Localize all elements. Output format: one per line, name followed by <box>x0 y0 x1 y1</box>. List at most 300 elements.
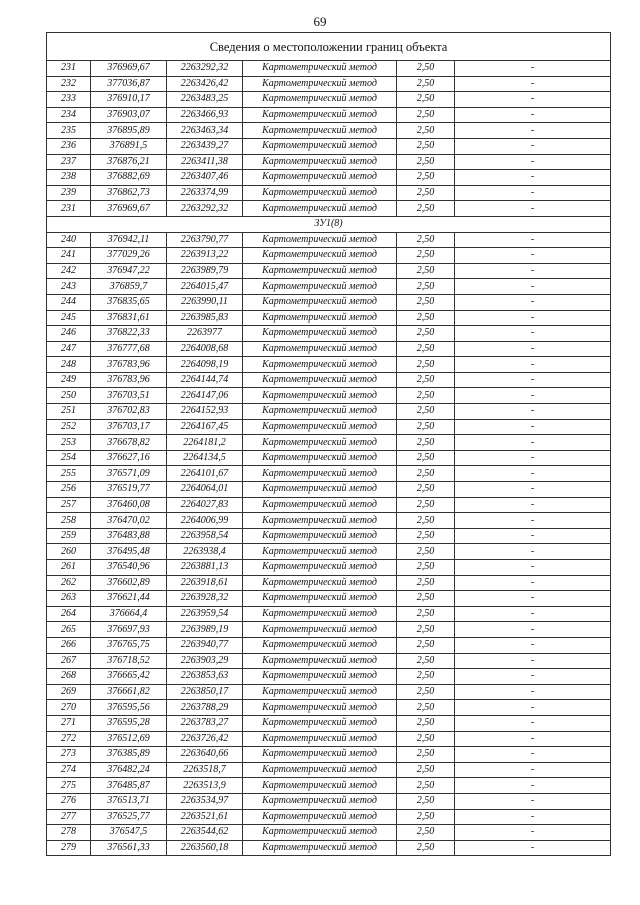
method-cell: Картометрический метод <box>243 606 397 622</box>
accuracy-cell: 2,50 <box>397 653 455 669</box>
description-cell: - <box>455 279 611 295</box>
description-cell: - <box>455 357 611 373</box>
point-number-cell: 253 <box>47 435 91 451</box>
table-row <box>47 170 611 186</box>
accuracy-cell: 2,50 <box>397 248 455 264</box>
y-coordinate-cell: 2263726,42 <box>167 731 243 747</box>
accuracy-cell: 2,50 <box>397 294 455 310</box>
description-cell: - <box>455 435 611 451</box>
method-cell: Картометрический метод <box>243 653 397 669</box>
y-coordinate-cell: 2264101,67 <box>167 466 243 482</box>
x-coordinate-cell: 376595,56 <box>91 700 167 716</box>
table-row <box>47 138 611 154</box>
x-coordinate-cell: 376703,17 <box>91 419 167 435</box>
y-coordinate-cell: 2264006,99 <box>167 513 243 529</box>
x-coordinate-cell: 376765,75 <box>91 637 167 653</box>
accuracy-cell: 2,50 <box>397 404 455 420</box>
description-cell: - <box>455 637 611 653</box>
point-number-cell: 268 <box>47 669 91 685</box>
method-cell: Картометрический метод <box>243 715 397 731</box>
point-number-cell: 279 <box>47 840 91 856</box>
description-cell: - <box>455 76 611 92</box>
method-cell: Картометрический метод <box>243 497 397 513</box>
table-row <box>47 560 611 576</box>
table-row <box>47 793 611 809</box>
table-row <box>47 778 611 794</box>
point-number-cell: 243 <box>47 279 91 295</box>
method-cell: Картометрический метод <box>243 840 397 856</box>
method-cell: Картометрический метод <box>243 372 397 388</box>
accuracy-cell: 2,50 <box>397 747 455 763</box>
x-coordinate-cell: 376385,89 <box>91 747 167 763</box>
accuracy-cell: 2,50 <box>397 825 455 841</box>
y-coordinate-cell: 2264015,47 <box>167 279 243 295</box>
x-coordinate-cell: 376665,42 <box>91 669 167 685</box>
accuracy-cell: 2,50 <box>397 61 455 77</box>
x-coordinate-cell: 376903,07 <box>91 107 167 123</box>
x-coordinate-cell: 376891,5 <box>91 138 167 154</box>
description-cell: - <box>455 326 611 342</box>
table-row <box>47 482 611 498</box>
accuracy-cell: 2,50 <box>397 154 455 170</box>
accuracy-cell: 2,50 <box>397 606 455 622</box>
table-row <box>47 825 611 841</box>
method-cell: Картометрический метод <box>243 731 397 747</box>
accuracy-cell: 2,50 <box>397 669 455 685</box>
table-row <box>47 544 611 560</box>
table-row <box>47 715 611 731</box>
point-number-cell: 261 <box>47 560 91 576</box>
y-coordinate-cell: 2264134,5 <box>167 450 243 466</box>
x-coordinate-cell: 376783,96 <box>91 357 167 373</box>
x-coordinate-cell: 376942,11 <box>91 232 167 248</box>
y-coordinate-cell: 2263640,66 <box>167 747 243 763</box>
y-coordinate-cell: 2263534,97 <box>167 793 243 809</box>
table-row <box>47 466 611 482</box>
y-coordinate-cell: 2263881,13 <box>167 560 243 576</box>
table-row <box>47 76 611 92</box>
point-number-cell: 273 <box>47 747 91 763</box>
x-coordinate-cell: 376519,77 <box>91 482 167 498</box>
y-coordinate-cell: 2263518,7 <box>167 762 243 778</box>
point-number-cell: 260 <box>47 544 91 560</box>
y-coordinate-cell: 2263853,63 <box>167 669 243 685</box>
table-row <box>47 294 611 310</box>
method-cell: Картометрический метод <box>243 762 397 778</box>
method-cell: Картометрический метод <box>243 248 397 264</box>
accuracy-cell: 2,50 <box>397 357 455 373</box>
table-row <box>47 591 611 607</box>
description-cell: - <box>455 793 611 809</box>
x-coordinate-cell: 376835,65 <box>91 294 167 310</box>
method-cell: Картометрический метод <box>243 107 397 123</box>
table-row <box>47 637 611 653</box>
y-coordinate-cell: 2263989,79 <box>167 263 243 279</box>
accuracy-cell: 2,50 <box>397 715 455 731</box>
method-cell: Картометрический метод <box>243 809 397 825</box>
y-coordinate-cell: 2264008,68 <box>167 341 243 357</box>
accuracy-cell: 2,50 <box>397 700 455 716</box>
accuracy-cell: 2,50 <box>397 778 455 794</box>
accuracy-cell: 2,50 <box>397 637 455 653</box>
point-number-cell: 240 <box>47 232 91 248</box>
x-coordinate-cell: 376703,51 <box>91 388 167 404</box>
description-cell: - <box>455 747 611 763</box>
method-cell: Картометрический метод <box>243 466 397 482</box>
y-coordinate-cell: 2263938,4 <box>167 544 243 560</box>
table-row <box>47 450 611 466</box>
x-coordinate-cell: 376969,67 <box>91 61 167 77</box>
accuracy-cell: 2,50 <box>397 840 455 856</box>
x-coordinate-cell: 376485,87 <box>91 778 167 794</box>
y-coordinate-cell: 2263544,62 <box>167 825 243 841</box>
accuracy-cell: 2,50 <box>397 232 455 248</box>
description-cell: - <box>455 840 611 856</box>
accuracy-cell: 2,50 <box>397 279 455 295</box>
point-number-cell: 266 <box>47 637 91 653</box>
x-coordinate-cell: 376460,08 <box>91 497 167 513</box>
accuracy-cell: 2,50 <box>397 497 455 513</box>
point-number-cell: 238 <box>47 170 91 186</box>
table-row <box>47 372 611 388</box>
point-number-cell: 246 <box>47 326 91 342</box>
y-coordinate-cell: 2263940,77 <box>167 637 243 653</box>
point-number-cell: 262 <box>47 575 91 591</box>
description-cell: - <box>455 622 611 638</box>
y-coordinate-cell: 2264098,19 <box>167 357 243 373</box>
y-coordinate-cell: 2263560,18 <box>167 840 243 856</box>
description-cell: - <box>455 450 611 466</box>
accuracy-cell: 2,50 <box>397 419 455 435</box>
x-coordinate-cell: 376783,96 <box>91 372 167 388</box>
method-cell: Картометрический метод <box>243 138 397 154</box>
point-number-cell: 248 <box>47 357 91 373</box>
description-cell: - <box>455 248 611 264</box>
x-coordinate-cell: 377036,87 <box>91 76 167 92</box>
accuracy-cell: 2,50 <box>397 341 455 357</box>
table-row <box>47 840 611 856</box>
y-coordinate-cell: 2263521,61 <box>167 809 243 825</box>
method-cell: Картометрический метод <box>243 513 397 529</box>
accuracy-cell: 2,50 <box>397 560 455 576</box>
method-cell: Картометрический метод <box>243 700 397 716</box>
description-cell: - <box>455 606 611 622</box>
x-coordinate-cell: 376661,82 <box>91 684 167 700</box>
x-coordinate-cell: 376969,67 <box>91 201 167 217</box>
x-coordinate-cell: 376482,24 <box>91 762 167 778</box>
table-row <box>47 123 611 139</box>
x-coordinate-cell: 376777,68 <box>91 341 167 357</box>
table-title-row <box>47 33 611 61</box>
point-number-cell: 258 <box>47 513 91 529</box>
table-row <box>47 263 611 279</box>
point-number-cell: 239 <box>47 185 91 201</box>
x-coordinate-cell: 377029,26 <box>91 248 167 264</box>
method-cell: Картометрический метод <box>243 622 397 638</box>
table-row <box>47 61 611 77</box>
y-coordinate-cell: 2263850,17 <box>167 684 243 700</box>
table-row <box>47 669 611 685</box>
y-coordinate-cell: 2263790,77 <box>167 232 243 248</box>
y-coordinate-cell: 2263958,54 <box>167 528 243 544</box>
point-number-cell: 270 <box>47 700 91 716</box>
description-cell: - <box>455 513 611 529</box>
x-coordinate-cell: 376859,7 <box>91 279 167 295</box>
point-number-cell: 265 <box>47 622 91 638</box>
x-coordinate-cell: 376513,71 <box>91 793 167 809</box>
x-coordinate-cell: 376895,89 <box>91 123 167 139</box>
point-number-cell: 241 <box>47 248 91 264</box>
point-number-cell: 274 <box>47 762 91 778</box>
point-number-cell: 255 <box>47 466 91 482</box>
y-coordinate-cell: 2263463,34 <box>167 123 243 139</box>
accuracy-cell: 2,50 <box>397 591 455 607</box>
table-row <box>47 622 611 638</box>
method-cell: Картометрический метод <box>243 263 397 279</box>
table-row <box>47 513 611 529</box>
point-number-cell: 251 <box>47 404 91 420</box>
description-cell: - <box>455 388 611 404</box>
x-coordinate-cell: 376678,82 <box>91 435 167 451</box>
point-number-cell: 231 <box>47 61 91 77</box>
point-number-cell: 242 <box>47 263 91 279</box>
point-number-cell: 233 <box>47 92 91 108</box>
method-cell: Картометрический метод <box>243 747 397 763</box>
method-cell: Картометрический метод <box>243 419 397 435</box>
method-cell: Картометрический метод <box>243 482 397 498</box>
method-cell: Картометрический метод <box>243 294 397 310</box>
x-coordinate-cell: 376882,69 <box>91 170 167 186</box>
table-row <box>47 809 611 825</box>
y-coordinate-cell: 2263426,42 <box>167 76 243 92</box>
description-cell: - <box>455 232 611 248</box>
method-cell: Картометрический метод <box>243 310 397 326</box>
method-cell: Картометрический метод <box>243 388 397 404</box>
accuracy-cell: 2,50 <box>397 450 455 466</box>
point-number-cell: 252 <box>47 419 91 435</box>
accuracy-cell: 2,50 <box>397 762 455 778</box>
x-coordinate-cell: 376876,21 <box>91 154 167 170</box>
table-row <box>47 279 611 295</box>
description-cell: - <box>455 591 611 607</box>
description-cell: - <box>455 154 611 170</box>
method-cell: Картометрический метод <box>243 123 397 139</box>
table-row <box>47 404 611 420</box>
description-cell: - <box>455 762 611 778</box>
y-coordinate-cell: 2263466,93 <box>167 107 243 123</box>
method-cell: Картометрический метод <box>243 684 397 700</box>
y-coordinate-cell: 2263292,32 <box>167 61 243 77</box>
method-cell: Картометрический метод <box>243 201 397 217</box>
point-number-cell: 264 <box>47 606 91 622</box>
point-number-cell: 267 <box>47 653 91 669</box>
accuracy-cell: 2,50 <box>397 575 455 591</box>
point-number-cell: 231 <box>47 201 91 217</box>
y-coordinate-cell: 2263292,32 <box>167 201 243 217</box>
x-coordinate-cell: 376561,33 <box>91 840 167 856</box>
method-cell: Картометрический метод <box>243 92 397 108</box>
point-number-cell: 234 <box>47 107 91 123</box>
method-cell: Картометрический метод <box>243 544 397 560</box>
y-coordinate-cell: 2263985,83 <box>167 310 243 326</box>
accuracy-cell: 2,50 <box>397 544 455 560</box>
accuracy-cell: 2,50 <box>397 92 455 108</box>
x-coordinate-cell: 376697,93 <box>91 622 167 638</box>
description-cell: - <box>455 684 611 700</box>
accuracy-cell: 2,50 <box>397 435 455 451</box>
method-cell: Картометрический метод <box>243 528 397 544</box>
point-number-cell: 276 <box>47 793 91 809</box>
table-row <box>47 154 611 170</box>
y-coordinate-cell: 2264152,93 <box>167 404 243 420</box>
y-coordinate-cell: 2263959,54 <box>167 606 243 622</box>
table-title: Сведения о местоположении границ объекта <box>47 33 611 61</box>
x-coordinate-cell: 376540,96 <box>91 560 167 576</box>
x-coordinate-cell: 376595,28 <box>91 715 167 731</box>
x-coordinate-cell: 376512,69 <box>91 731 167 747</box>
y-coordinate-cell: 2263913,22 <box>167 248 243 264</box>
description-cell: - <box>455 419 611 435</box>
x-coordinate-cell: 376547,5 <box>91 825 167 841</box>
table-row <box>47 435 611 451</box>
y-coordinate-cell: 2263513,9 <box>167 778 243 794</box>
section-row <box>47 216 611 232</box>
description-cell: - <box>455 185 611 201</box>
point-number-cell: 271 <box>47 715 91 731</box>
x-coordinate-cell: 376664,4 <box>91 606 167 622</box>
method-cell: Картометрический метод <box>243 76 397 92</box>
x-coordinate-cell: 376718,52 <box>91 653 167 669</box>
method-cell: Картометрический метод <box>243 669 397 685</box>
method-cell: Картометрический метод <box>243 154 397 170</box>
table-row <box>47 700 611 716</box>
x-coordinate-cell: 376702,83 <box>91 404 167 420</box>
x-coordinate-cell: 376495,48 <box>91 544 167 560</box>
point-number-cell: 247 <box>47 341 91 357</box>
x-coordinate-cell: 376525,77 <box>91 809 167 825</box>
x-coordinate-cell: 376470,02 <box>91 513 167 529</box>
description-cell: - <box>455 138 611 154</box>
x-coordinate-cell: 376947,22 <box>91 263 167 279</box>
accuracy-cell: 2,50 <box>397 731 455 747</box>
y-coordinate-cell: 2263990,11 <box>167 294 243 310</box>
description-cell: - <box>455 715 611 731</box>
table-row <box>47 185 611 201</box>
point-number-cell: 244 <box>47 294 91 310</box>
y-coordinate-cell: 2263411,38 <box>167 154 243 170</box>
point-number-cell: 256 <box>47 482 91 498</box>
method-cell: Картометрический метод <box>243 341 397 357</box>
accuracy-cell: 2,50 <box>397 170 455 186</box>
method-cell: Картометрический метод <box>243 185 397 201</box>
y-coordinate-cell: 2263977 <box>167 326 243 342</box>
y-coordinate-cell: 2264144,74 <box>167 372 243 388</box>
x-coordinate-cell: 376862,73 <box>91 185 167 201</box>
section-label: ЗУ1(8) <box>47 216 611 232</box>
table-row <box>47 92 611 108</box>
x-coordinate-cell: 376910,17 <box>91 92 167 108</box>
description-cell: - <box>455 778 611 794</box>
description-cell: - <box>455 294 611 310</box>
description-cell: - <box>455 482 611 498</box>
accuracy-cell: 2,50 <box>397 123 455 139</box>
accuracy-cell: 2,50 <box>397 388 455 404</box>
description-cell: - <box>455 92 611 108</box>
accuracy-cell: 2,50 <box>397 622 455 638</box>
accuracy-cell: 2,50 <box>397 138 455 154</box>
method-cell: Картометрический метод <box>243 825 397 841</box>
table-row <box>47 248 611 264</box>
y-coordinate-cell: 2264147,06 <box>167 388 243 404</box>
point-number-cell: 278 <box>47 825 91 841</box>
point-number-cell: 257 <box>47 497 91 513</box>
accuracy-cell: 2,50 <box>397 76 455 92</box>
boundary-coordinates-table <box>46 32 611 856</box>
description-cell: - <box>455 404 611 420</box>
accuracy-cell: 2,50 <box>397 372 455 388</box>
y-coordinate-cell: 2263374,99 <box>167 185 243 201</box>
method-cell: Картометрический метод <box>243 170 397 186</box>
table-row <box>47 357 611 373</box>
point-number-cell: 249 <box>47 372 91 388</box>
y-coordinate-cell: 2264027,83 <box>167 497 243 513</box>
table-row <box>47 201 611 217</box>
x-coordinate-cell: 376627,16 <box>91 450 167 466</box>
method-cell: Картометрический метод <box>243 435 397 451</box>
accuracy-cell: 2,50 <box>397 482 455 498</box>
method-cell: Картометрический метод <box>243 357 397 373</box>
table-row <box>47 419 611 435</box>
table-row <box>47 731 611 747</box>
y-coordinate-cell: 2264181,2 <box>167 435 243 451</box>
description-cell: - <box>455 341 611 357</box>
page-number: 69 <box>313 14 327 29</box>
y-coordinate-cell: 2263928,32 <box>167 591 243 607</box>
method-cell: Картометрический метод <box>243 637 397 653</box>
description-cell: - <box>455 731 611 747</box>
table-row <box>47 575 611 591</box>
x-coordinate-cell: 376822,33 <box>91 326 167 342</box>
y-coordinate-cell: 2263439,27 <box>167 138 243 154</box>
y-coordinate-cell: 2264167,45 <box>167 419 243 435</box>
y-coordinate-cell: 2263483,25 <box>167 92 243 108</box>
method-cell: Картометрический метод <box>243 279 397 295</box>
table-row <box>47 747 611 763</box>
table-row <box>47 606 611 622</box>
x-coordinate-cell: 376602,89 <box>91 575 167 591</box>
table-row <box>47 326 611 342</box>
point-number-cell: 263 <box>47 591 91 607</box>
table-row <box>47 310 611 326</box>
description-cell: - <box>455 263 611 279</box>
accuracy-cell: 2,50 <box>397 263 455 279</box>
method-cell: Картометрический метод <box>243 793 397 809</box>
table-row <box>47 232 611 248</box>
description-cell: - <box>455 310 611 326</box>
point-number-cell: 250 <box>47 388 91 404</box>
point-number-cell: 277 <box>47 809 91 825</box>
method-cell: Картометрический метод <box>243 778 397 794</box>
description-cell: - <box>455 123 611 139</box>
description-cell: - <box>455 107 611 123</box>
description-cell: - <box>455 497 611 513</box>
description-cell: - <box>455 528 611 544</box>
x-coordinate-cell: 376831,61 <box>91 310 167 326</box>
y-coordinate-cell: 2263783,27 <box>167 715 243 731</box>
table-row <box>47 341 611 357</box>
accuracy-cell: 2,50 <box>397 513 455 529</box>
accuracy-cell: 2,50 <box>397 326 455 342</box>
